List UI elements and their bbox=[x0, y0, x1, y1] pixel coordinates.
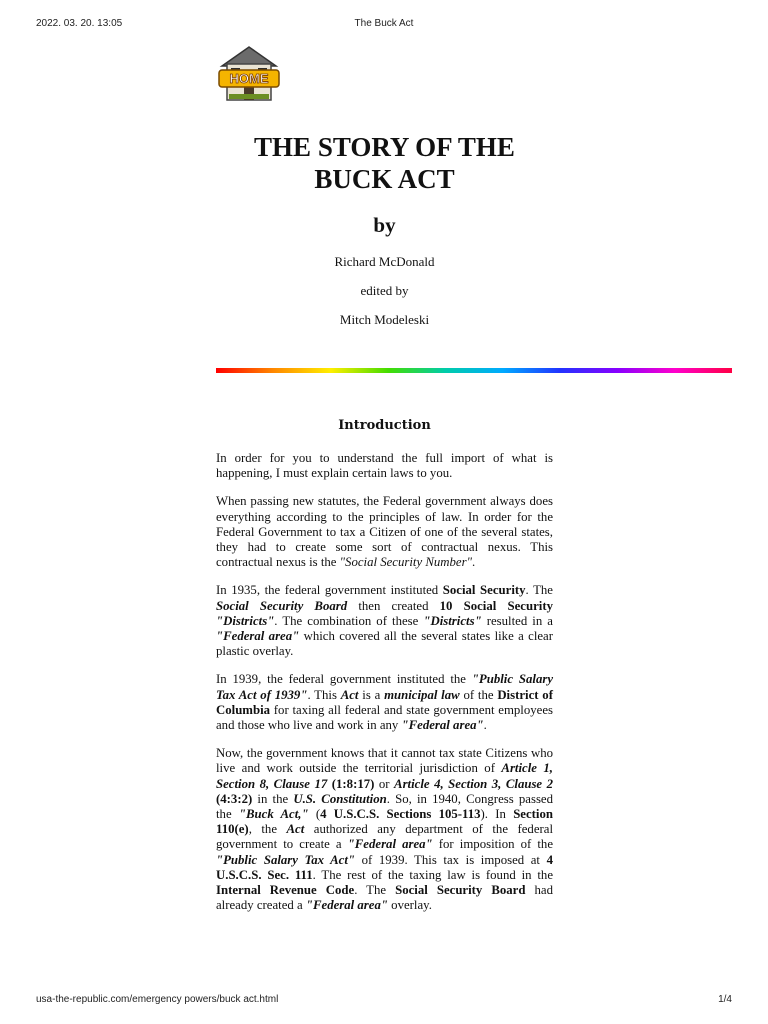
rainbow-divider bbox=[216, 368, 732, 373]
text-run: of 1939. This tax is imposed at bbox=[355, 852, 547, 867]
title-line-2: BUCK ACT bbox=[314, 164, 455, 194]
text-run: . The bbox=[525, 583, 553, 598]
by-label: by bbox=[373, 213, 396, 237]
text-run: for imposition of the bbox=[432, 837, 554, 852]
text-run: then created bbox=[347, 598, 440, 613]
text-run: "Federal area" bbox=[305, 898, 388, 913]
home-house-icon[interactable] bbox=[216, 44, 282, 104]
text-run: District of Columbia bbox=[216, 687, 553, 717]
text-run: Social Security Board bbox=[216, 598, 348, 613]
text-run: 4 U.S.C.S. Sec. 111 bbox=[216, 852, 553, 882]
paragraph bbox=[216, 451, 553, 481]
text-run: . The bbox=[354, 883, 396, 898]
print-page-title: The Buck Act bbox=[354, 18, 414, 29]
print-footer bbox=[0, 994, 768, 1008]
document-title bbox=[216, 131, 553, 195]
text-run: had already created a bbox=[216, 883, 553, 913]
text-run: . So, in 1940, Congress passed the bbox=[216, 791, 554, 822]
text-run: . bbox=[483, 718, 487, 733]
text-run: in the bbox=[252, 791, 294, 806]
author-name: Richard McDonald bbox=[334, 254, 435, 269]
text-run: for taxing all federal and state government employees and those who live and work in any bbox=[216, 702, 553, 733]
text-run: is a bbox=[358, 687, 385, 702]
paragraph bbox=[216, 583, 553, 659]
text-run: 4 U.S.C.S. Sections 105-113 bbox=[320, 807, 481, 822]
body-text bbox=[216, 451, 553, 926]
text-run: Social Security bbox=[442, 583, 526, 598]
text-run: resulted in a bbox=[481, 613, 553, 628]
paragraph bbox=[216, 494, 553, 570]
text-run: Section 110(e) bbox=[216, 807, 553, 837]
text-run: which covered all the several states like a clear plastic overlay. bbox=[216, 629, 553, 659]
page-number: 1/4 bbox=[718, 994, 732, 1005]
text-run: (4:3:2) bbox=[216, 791, 253, 806]
text-run: Article 1, Section 8, Clause 17 bbox=[216, 761, 553, 791]
text-run: authorized any department of the federal government to create a bbox=[216, 822, 553, 852]
text-run: 10 Social Security bbox=[439, 598, 553, 613]
text-run: . bbox=[471, 555, 476, 570]
text-run: ( bbox=[308, 807, 321, 822]
text-run: In 1939, the federal government instituted the bbox=[216, 672, 472, 687]
text-run: "Social Security Number" bbox=[339, 555, 472, 570]
text-run: When passing new statutes, the Federal government always does everything according to the principles of law. In order for the Federal Government to tax a Citizen of one of the several states, they had to create some sort of contractual nexus. This contractual nexus is the bbox=[216, 494, 553, 570]
edited-by-label: edited by bbox=[360, 283, 409, 298]
text-run: overlay. bbox=[387, 898, 432, 913]
editor-name: Mitch Modeleski bbox=[339, 312, 430, 327]
text-run: of the bbox=[459, 687, 498, 702]
text-run: . This bbox=[307, 687, 341, 702]
text-run: ). In bbox=[480, 807, 514, 822]
text-run: "Districts" bbox=[216, 613, 275, 628]
text-run: "Federal area" bbox=[216, 629, 300, 644]
text-run: "Federal area" bbox=[401, 718, 484, 733]
text-run: U.S. Constitution bbox=[293, 791, 387, 806]
text-run: "Federal area" bbox=[347, 837, 433, 852]
text-run: "Public Salary Tax Act" bbox=[216, 852, 356, 867]
text-run: or bbox=[374, 776, 395, 791]
text-run: . The combination of these bbox=[274, 613, 424, 628]
text-run: Act bbox=[286, 822, 305, 837]
text-run: Internal Revenue Code bbox=[216, 883, 355, 898]
title-line-1: THE STORY OF THE bbox=[254, 132, 515, 162]
text-run: In order for you to understand the full import of what is happening, I must explain certain laws to you. bbox=[216, 451, 553, 481]
home-logo-text: HOME bbox=[229, 71, 269, 86]
text-run: In 1935, the federal government instituted bbox=[216, 583, 443, 598]
text-run: Article 4, Section 3, Clause 2 bbox=[394, 776, 554, 791]
text-run: "Public Salary Tax Act of 1939" bbox=[216, 672, 553, 702]
page-url: usa-the-republic.com/emergency powers/buck act.html bbox=[36, 994, 279, 1005]
print-header bbox=[0, 18, 768, 32]
text-run: "Districts" bbox=[423, 613, 482, 628]
text-run: Now, the government knows that it cannot tax state Citizens who live and work outside the territorial jurisdiction of bbox=[216, 746, 553, 776]
text-run: , the bbox=[248, 822, 287, 837]
text-run: (1:8:17) bbox=[331, 776, 375, 791]
print-datetime: 2022. 03. 20. 13:05 bbox=[36, 18, 123, 29]
section-heading: Introduction bbox=[338, 418, 431, 433]
paragraph bbox=[216, 746, 553, 913]
text-run: . The rest of the taxing law is found in the bbox=[312, 867, 553, 882]
text-run: Social Security Board bbox=[395, 883, 526, 898]
text-run: Act bbox=[340, 687, 359, 702]
text-run: municipal law bbox=[384, 687, 460, 702]
text-run: "Buck Act," bbox=[238, 807, 309, 822]
paragraph bbox=[216, 672, 553, 733]
